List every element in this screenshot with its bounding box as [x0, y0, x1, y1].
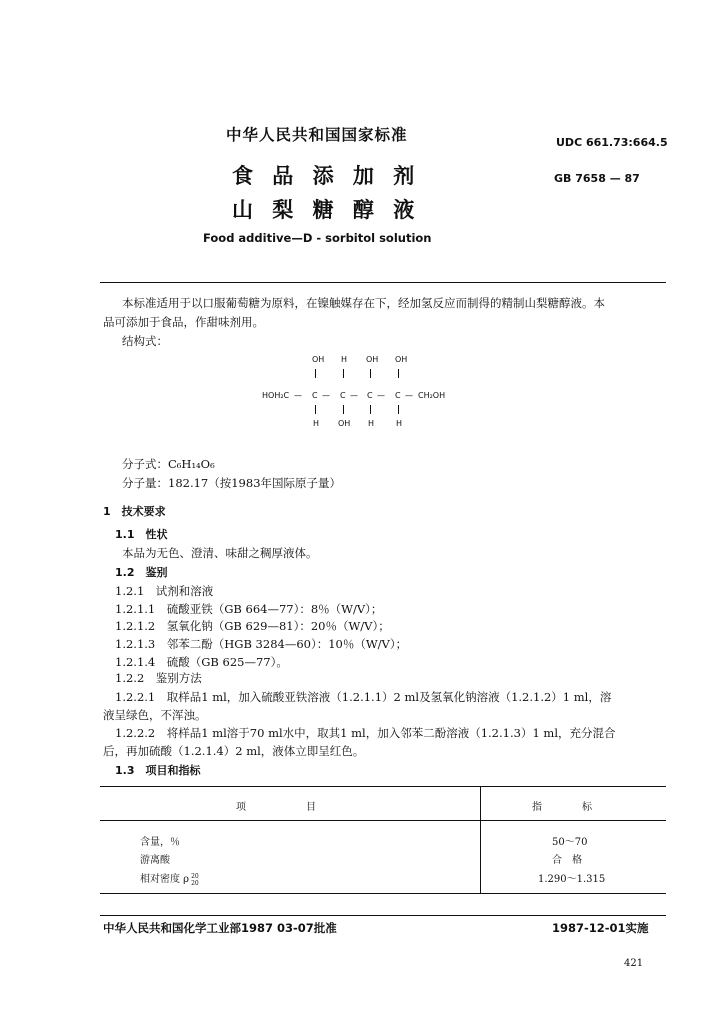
- formula-bottom-group: OH: [338, 419, 351, 428]
- section-heading: 1 技术要求: [103, 505, 166, 518]
- clause-heading: 1.2.1 试剂和溶液: [115, 584, 214, 598]
- table-cell-value: 50～70: [552, 837, 588, 848]
- formula-carbon: C: [340, 391, 346, 400]
- reagent-item: 1.2.1.3 邻苯二酚（HGB 3284—60）：10％（W/V）；: [115, 637, 408, 651]
- table-rule: [100, 786, 666, 787]
- method-text: 液呈绿色，不浑浊。: [103, 708, 207, 722]
- formula-bond: [370, 405, 371, 414]
- formula-top-group: OH: [395, 355, 408, 364]
- table-rule: [100, 820, 666, 821]
- molecular-formula-value: C₆H₁₄O₆: [168, 457, 215, 471]
- formula-carbon: C: [367, 391, 373, 400]
- molecular-formula-label: 分子式：: [122, 457, 168, 471]
- formula-bond-dash: —: [377, 391, 385, 400]
- formula-bond: [343, 369, 344, 378]
- molecular-weight-value: 182.17（按1983年国际原子量）: [168, 476, 342, 490]
- table-cell-item: 游离酸: [140, 855, 170, 866]
- method-text: 后，再加硫酸（1.2.1.4）2 ml，液体立即呈红色。: [103, 744, 365, 758]
- udc-code: UDC 661.73:664.5: [556, 136, 668, 149]
- formula-top-group: H: [341, 355, 348, 364]
- formula-bond: [343, 405, 344, 414]
- formula-bond-dash: —: [322, 391, 330, 400]
- footer-rule: [100, 915, 666, 916]
- subsection-heading: 1.1 性状: [115, 528, 168, 541]
- formula-bond: [315, 369, 316, 378]
- formula-bond-dash: —: [350, 391, 358, 400]
- table-header-item: 项 目: [236, 802, 316, 813]
- formula-bond: [315, 405, 316, 414]
- document-title-line1: 食 品 添 加 剂: [232, 164, 421, 188]
- formula-bond-dash: —: [294, 391, 302, 400]
- formula-bond: [398, 405, 399, 414]
- table-cell-item-text: 相对密度 ρ: [140, 874, 190, 885]
- formula-top-group: OH: [312, 355, 325, 364]
- formula-bottom-group: H: [396, 419, 403, 428]
- structure-label: 结构式：: [122, 334, 168, 348]
- clause-heading: 1.2.2 鉴别方法: [115, 671, 202, 685]
- table-cell-value: 合 格: [552, 855, 582, 866]
- subsection-heading: 1.3 项目和指标: [115, 764, 201, 777]
- formula-bond-dash: —: [405, 391, 413, 400]
- formula-top-group: OH: [366, 355, 379, 364]
- english-title: Food additive—D - sorbitol solution: [203, 231, 432, 245]
- approval-statement: 中华人民共和国化学工业部1987 03-07批准: [103, 921, 337, 935]
- page-number: 421: [624, 958, 644, 969]
- table-cell-item: [140, 870, 199, 887]
- formula-right-end: CH₂OH: [418, 391, 446, 400]
- intro-paragraph-line1: 本标准适用于以口服葡萄糖为原料，在镍触媒存在下，经加氢反应而制得的精制山梨糖醇液。本: [122, 296, 605, 310]
- density-sup: 20: [191, 872, 199, 880]
- method-text: 1.2.2.2 将样品1 ml溶于70 ml水中，取其1 ml，加入邻苯二酚溶液（1.2.1.3）1 ml，充分混合: [115, 726, 616, 740]
- table-rule: [100, 893, 666, 894]
- density-sub: 20: [191, 879, 199, 887]
- method-text: 1.2.2.1 取样品1 ml，加入硫酸亚铁溶液（1.2.1.1）2 ml及氢氧化钠溶液（1.2.1.2）1 ml，溶: [115, 690, 612, 704]
- table-cell-item: 含量，％: [140, 837, 180, 848]
- document-title-line2: 山 梨 糖 醇 液: [232, 198, 421, 222]
- reagent-item: 1.2.1.2 氢氧化钠（GB 629—81）：20％（W/V）；: [115, 619, 390, 633]
- formula-bottom-group: H: [368, 419, 375, 428]
- structural-formula: [258, 355, 468, 435]
- body-text: 本品为无色、澄清、味甜之稠厚液体。: [122, 546, 318, 560]
- reagent-item: 1.2.1.4 硫酸（GB 625—77）。: [115, 655, 288, 669]
- implementation-date: 1987-12-01实施: [552, 921, 649, 935]
- molecular-weight-line: [122, 475, 341, 492]
- issuing-body: 中华人民共和国国家标准: [226, 126, 408, 144]
- formula-left-end: HOH₂C: [262, 391, 290, 400]
- gb-number: GB 7658 — 87: [554, 172, 640, 185]
- table-header-index: 指 标: [532, 802, 592, 813]
- header-rule: [100, 282, 666, 283]
- formula-bond: [370, 369, 371, 378]
- table-divider: [480, 786, 481, 893]
- table-cell-value: 1.290～1.315: [538, 874, 606, 885]
- density-temperature: [191, 873, 199, 887]
- molecular-formula-line: [122, 456, 215, 473]
- formula-carbon: C: [312, 391, 318, 400]
- reagent-item: 1.2.1.1 硫酸亚铁（GB 664—77）：8％（W/V）；: [115, 602, 383, 616]
- formula-carbon: C: [395, 391, 401, 400]
- molecular-weight-label: 分子量：: [122, 476, 168, 490]
- formula-bottom-group: H: [313, 419, 320, 428]
- formula-bond: [398, 369, 399, 378]
- intro-paragraph-line2: 品可添加于食品，作甜味剂用。: [103, 315, 264, 329]
- subsection-heading: 1.2 鉴别: [115, 566, 168, 579]
